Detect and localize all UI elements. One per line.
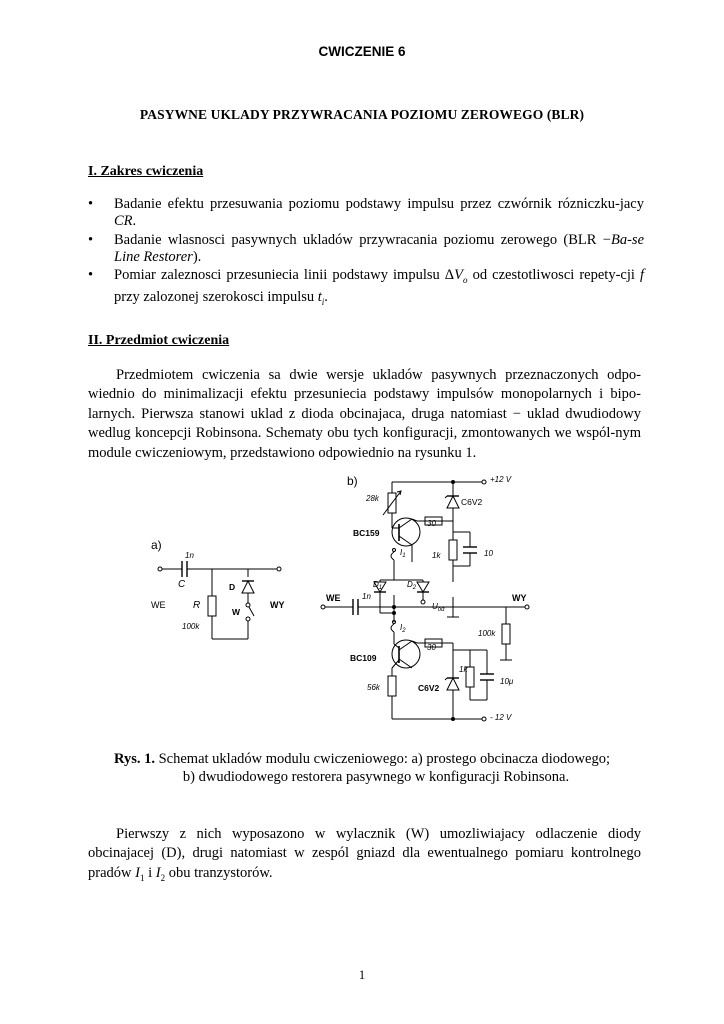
cap-label-b: 1n xyxy=(362,592,371,601)
circuit-b-input-terminal xyxy=(321,605,325,609)
input-label-b: WE xyxy=(326,593,341,603)
circuit-figure xyxy=(140,468,560,730)
uod-label: $U_{od}$ xyxy=(432,602,445,613)
i1-label: $I_1$ xyxy=(400,548,406,559)
transistor-bc159 xyxy=(392,518,420,546)
i2-label: $I_2$ xyxy=(400,623,406,634)
document-subtitle: PASYWNE UKLADY PRZYWRACANIA POZIOMU ZEROWEGO (BLR) xyxy=(139,107,585,122)
section-2-heading: II. Przedmiot cwiczenia xyxy=(88,333,230,348)
r1k-bottom-label: 1k xyxy=(459,665,468,674)
circuit-a-input-terminal xyxy=(158,567,162,571)
resistor-100k xyxy=(502,624,510,644)
c10-label: 10 xyxy=(484,549,493,558)
circuit-b-output-terminal xyxy=(525,605,529,609)
vplus-label: +12 V xyxy=(490,475,512,484)
output-label-b: WY xyxy=(512,593,527,603)
figure-caption xyxy=(0,750,724,786)
page-number: 1 xyxy=(358,968,366,982)
zener-top xyxy=(447,496,459,508)
terminal-minus-12v xyxy=(482,717,486,721)
cap-value-a: 1n xyxy=(185,551,194,560)
caption-label: Rys. 1. xyxy=(114,751,155,767)
r30-top-label: 30 xyxy=(427,519,436,528)
c10u-label: 10μ xyxy=(500,677,514,686)
r30-bottom-label: 30 xyxy=(427,643,436,652)
diode-label-a: D xyxy=(229,582,236,592)
resistor-r xyxy=(208,596,216,616)
cap-name-a: C xyxy=(178,579,186,590)
input-label-a: WE xyxy=(151,600,166,610)
caption-line-2: b) dwudiodowego restorera pasywnego w konfiguracji Robinsona. xyxy=(182,769,570,785)
res-name-a: R xyxy=(193,600,201,611)
res-value-a: 100k xyxy=(182,622,200,631)
switch-label-a: W xyxy=(232,607,241,617)
fig-label-b: b) xyxy=(347,474,358,488)
fig-label-a: a) xyxy=(151,538,162,552)
switch-w xyxy=(249,607,254,616)
resistor-1k-top xyxy=(449,540,457,560)
diode-d xyxy=(242,581,254,593)
caption-line-1: Schemat ukladów modulu cwiczeniowego: a) prostego obcinacza diodowego; xyxy=(158,751,610,767)
terminal-uod xyxy=(421,600,425,604)
output-label-a: WY xyxy=(270,600,285,610)
tr-top-label: BC159 xyxy=(353,528,380,538)
section-2-paragraph: Przedmiotem cwiczenia sa dwie wersje ukladów pasywnych przeznaczonych odpo-wiednio do minimalizacji efektu przesuniecia podstawy impulsów monopolarnych i bipo-larnych. Pierwsza stanowi uklad z dioda obcinajaca, druga natomiast − uklad dwudiodowy wedlug koncepcji Robinsona. Schematy obu tych konfiguracji, zmontowanych we wspól-nym module cwiczeniowym, przedstawiono odpowiednio na rysunku 1. xyxy=(88,367,641,461)
circuit-a-output-terminal xyxy=(277,567,281,571)
page-title: CWICZENIE 6 xyxy=(318,44,406,59)
bullet-item: • Pomiar zaleznosci przesuniecia linii podstawy impulsu $\Delta V_o$ od czestotliwosci repety-cji f przy zalozonej szerokosci impulsu $t_i$. xyxy=(88,267,644,307)
r56k-label: 56k xyxy=(367,683,380,692)
bullet-item: • Badanie wlasnosci pasywnych ukladów przywracania poziomu zerowego (BLR −Ba-se Line Restorer). xyxy=(88,232,644,265)
d2-label: $D_2$ xyxy=(407,580,417,591)
d1-label: $D_1$ xyxy=(373,580,383,591)
section-1-heading: I. Zakres cwiczenia xyxy=(88,164,204,179)
closing-paragraph: Pierwszy z nich wyposazono w wylacznik (W) umozliwiajacy odlaczenie diody obcinajacej (D), drugi natomiast w zespól gniazd dla ewentualnego pomiaru kontrolnego pradów $I_1$ i $I_2$ obu tranzystorów. xyxy=(88,826,641,883)
tr-bottom-label: BC109 xyxy=(350,653,377,663)
zener-bottom xyxy=(447,678,459,690)
bullet-dot: • xyxy=(88,267,94,283)
r1k-top-label: 1k xyxy=(432,551,441,560)
bullet-item: • Badanie efektu przesuwania poziomu podstawy impulsu przez czwórnik rózniczku-jacy CR. xyxy=(88,196,644,229)
bullet-dot: • xyxy=(88,232,94,248)
r100k-label: 100k xyxy=(478,629,496,638)
diode-d2 xyxy=(417,582,429,592)
terminal-plus-12v xyxy=(482,480,486,484)
zener-bottom-label: C6V2 xyxy=(418,683,440,693)
vminus-label: - 12 V xyxy=(490,713,512,722)
resistor-56k xyxy=(388,676,396,696)
r28k-label: 28k xyxy=(366,494,379,503)
zener-top-label: C6V2 xyxy=(461,497,483,507)
bullet-dot: • xyxy=(88,196,94,212)
